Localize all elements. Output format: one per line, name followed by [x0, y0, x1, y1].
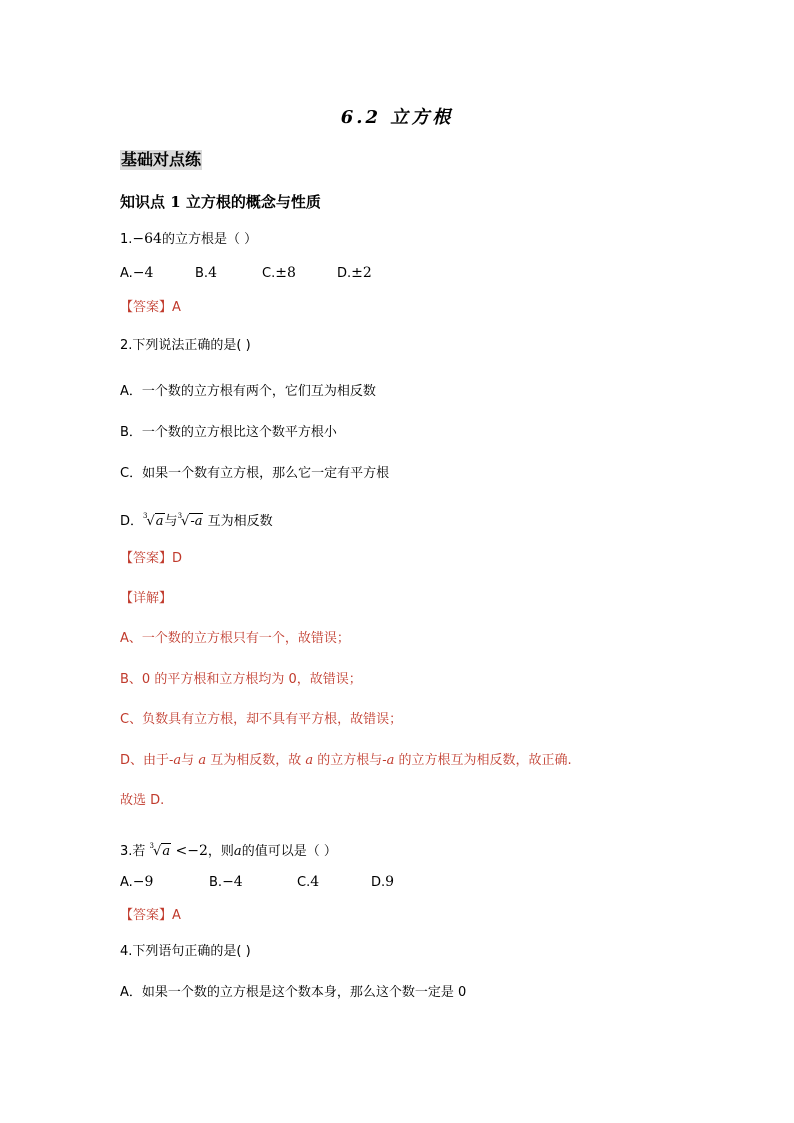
question-2-option-a: A．一个数的立方根有两个，它们互为相反数	[120, 384, 376, 399]
question-text: 的值可以是（ ）	[241, 844, 337, 859]
detail-text: 的立方根与	[313, 753, 383, 768]
option-key: C.	[297, 875, 311, 890]
option-value: ±2	[351, 265, 372, 281]
option-value: 4	[310, 874, 320, 890]
question-3-option-c	[297, 873, 319, 892]
question-4-option-a: A．如果一个数的立方根是这个数本身，那么这个数一定是 0	[120, 985, 467, 1000]
question-3-option-a	[120, 873, 153, 892]
question-2-detail-d	[120, 752, 572, 770]
question-1-stem	[120, 230, 257, 249]
answer-label: 【答案】	[120, 300, 173, 315]
option-key: A.	[120, 266, 133, 281]
inequality: <−2	[171, 843, 208, 859]
question-text: 的立方根是（ ）	[161, 232, 258, 247]
question-1-answer	[120, 299, 181, 317]
question-number: 1.	[120, 232, 133, 247]
detail-text: 的立方根互为相反数，故正确.	[394, 753, 572, 768]
root-index: 3	[143, 512, 148, 520]
question-2-detail-c: C、负数具有立方根，却不具有平方根，故错误；	[120, 712, 403, 727]
question-number: 3.若	[120, 844, 150, 859]
answer-label: 【答案】	[120, 908, 173, 923]
option-value: −9	[132, 874, 154, 890]
option-value: −4	[132, 265, 154, 281]
question-1-option-a	[120, 264, 153, 283]
detail-variable: a	[198, 753, 207, 768]
option-value: ±8	[275, 265, 296, 281]
connector-text: 与	[164, 514, 178, 529]
option-key: D.	[371, 875, 386, 890]
detail-text: 互为相反数，故	[206, 753, 306, 768]
answer-label: 【答案】	[120, 551, 173, 566]
question-2-detail-a: A、一个数的立方根只有一个，故错误；	[120, 631, 350, 646]
question-3-option-d	[371, 873, 394, 892]
question-1-option-c	[262, 264, 296, 283]
option-key: D.	[337, 266, 352, 281]
question-2-detail-b: B、0 的平方根和立方根均为 0，故错误；	[120, 672, 362, 687]
option-value: 4	[208, 265, 217, 281]
answer-value: A	[172, 300, 181, 315]
section-heading: 基础对点练	[121, 150, 202, 169]
knowledge-point-heading: 知识点 1 立方根的概念与性质	[120, 193, 321, 211]
radicand: -a	[190, 514, 203, 529]
answer-value: D	[172, 551, 183, 566]
cube-root-neg-a: $^3$√-a	[177, 512, 203, 529]
question-3-option-b	[209, 873, 243, 892]
detail-variable: -a	[382, 753, 395, 768]
option-value: 9	[385, 874, 395, 890]
question-1-option-b	[195, 264, 217, 283]
detail-variable: a	[305, 753, 314, 768]
question-2-detail-label: 【详解】	[120, 591, 173, 606]
question-2-conclusion: 故选 D.	[120, 793, 165, 808]
question-3-answer	[120, 907, 181, 925]
page-title: 6.2 立方根	[340, 107, 454, 128]
cube-root-a: $^3$√a	[143, 512, 164, 529]
root-index: 3	[149, 842, 155, 850]
question-2-option-c: C．如果一个数有立方根，那么它一定有平方根	[120, 466, 390, 481]
detail-text: 与	[181, 753, 199, 768]
question-2-answer	[120, 550, 182, 568]
question-2-stem: 2.下列说法正确的是( )	[120, 338, 251, 353]
cube-root-a: $^3$√a	[149, 842, 171, 859]
option-value: −4	[222, 874, 243, 890]
question-text: ，则	[207, 844, 234, 859]
question-2-option-d	[120, 507, 273, 531]
option-key: C.	[262, 266, 276, 281]
root-index: 3	[177, 512, 183, 520]
radicand: a	[155, 514, 164, 529]
question-3-stem	[120, 837, 337, 861]
option-key: B.	[209, 875, 223, 890]
detail-text: D、由于	[120, 753, 170, 768]
question-1-option-d	[337, 264, 372, 283]
detail-variable: -a	[169, 753, 182, 768]
question-variable: a	[233, 844, 242, 859]
radicand: a	[162, 844, 171, 859]
question-4-stem: 4.下列语句正确的是( )	[120, 944, 251, 959]
option-key: A.	[120, 875, 133, 890]
question-value: −64	[132, 231, 162, 247]
answer-value: A	[172, 908, 181, 923]
option-tail-text: 互为相反数	[203, 514, 273, 529]
question-2-option-b: B．一个数的立方根比这个数平方根小	[120, 425, 337, 440]
option-key: B.	[195, 266, 209, 281]
option-key: D．	[120, 514, 144, 529]
